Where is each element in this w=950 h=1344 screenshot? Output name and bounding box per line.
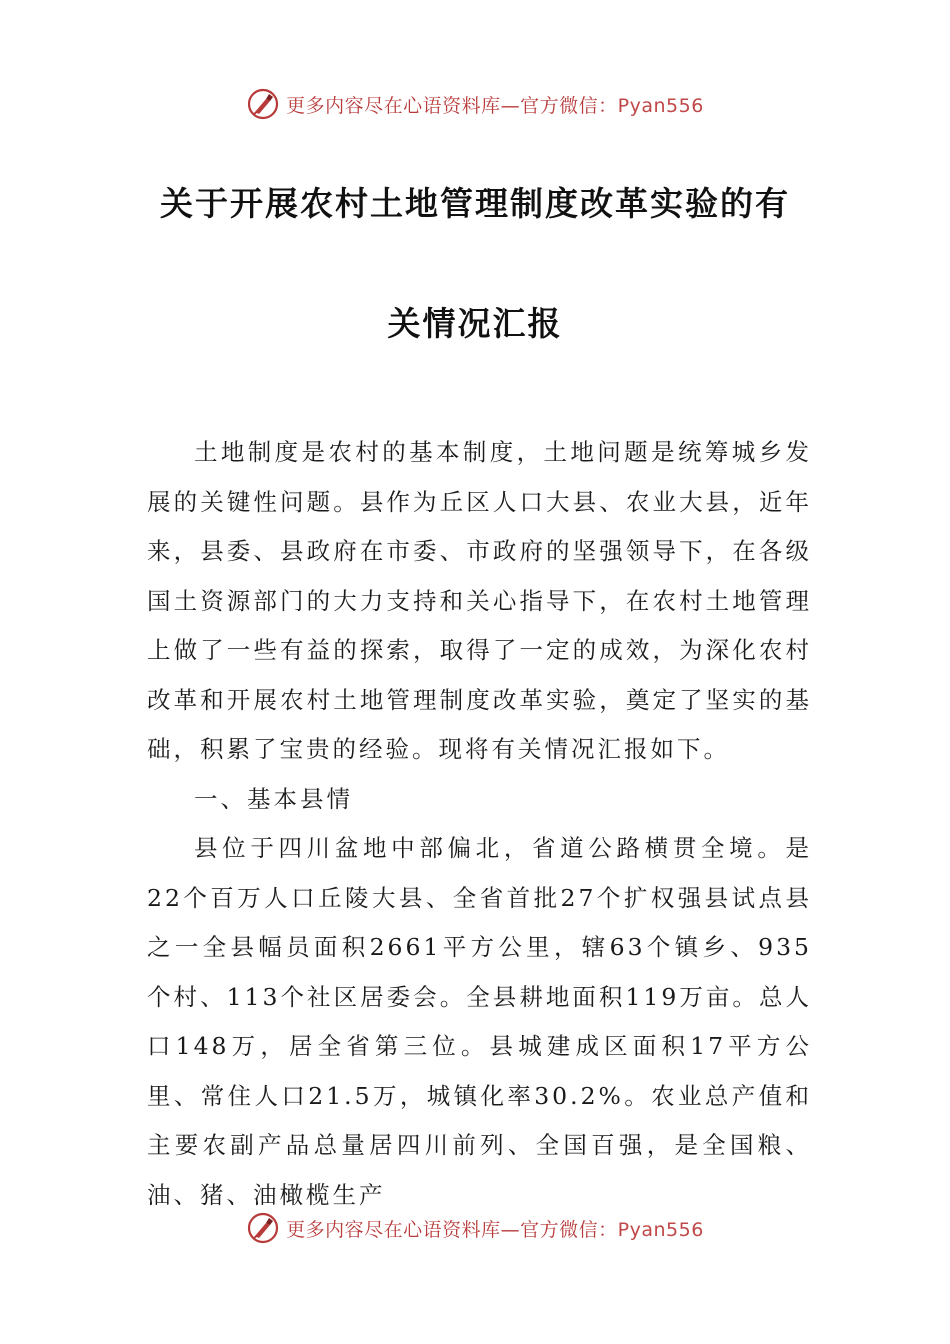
pen-nib-seal-icon bbox=[246, 87, 280, 121]
document-title-line-2: 关情况汇报 bbox=[387, 304, 563, 343]
watermark-text: 更多内容尽在心语资料库—官方微信：Pyan556 bbox=[286, 1218, 704, 1241]
intro-paragraph: 土地制度是农村的基本制度，土地问题是统筹城乡发展的关键性问题。县作为丘区人口大县、农业大县，近年来，县委、县政府在市委、市政府的坚强领导下，在各级国土资源部门的大力支持和关心指导下，在农村土地管理上做了一些有益的探索，取得了一定的成效，为深化农村改革和开展农村土地管理制度改革实验，奠定了坚实的基础，积累了宝贵的经验。现将有关情况汇报如下。 bbox=[147, 438, 812, 763]
header-watermark bbox=[0, 84, 950, 124]
document-body bbox=[147, 428, 812, 1220]
watermark-text: 更多内容尽在心语资料库—官方微信：Pyan556 bbox=[286, 94, 704, 117]
watermark-wechat-id: Pyan556 bbox=[617, 1218, 704, 1241]
section-1-paragraph: 县位于四川盆地中部偏北，省道公路横贯全境。是22个百万人口丘陵大县、全省首批27个扩权强县试点县之一全县幅员面积2661平方公里，辖63个镇乡、935个村、113个社区居委会。全县耕地面积119万亩。总人口148万，居全省第三位。县城建成区面积17平方公里、常住人口21.5万，城镇化率30.2%。农业总产值和主要农副产品总量居四川前列、全国百强，是全国粮、油、猪、油橄榄生产 bbox=[147, 834, 812, 1209]
pen-nib-seal-icon bbox=[246, 1211, 280, 1245]
watermark-wechat-id: Pyan556 bbox=[617, 94, 704, 117]
footer-watermark bbox=[0, 1208, 950, 1248]
document-title-line-1: 关于开展农村土地管理制度改革实验的有 bbox=[160, 184, 790, 223]
section-heading-basic-info: 一、基本县情 bbox=[194, 784, 353, 813]
